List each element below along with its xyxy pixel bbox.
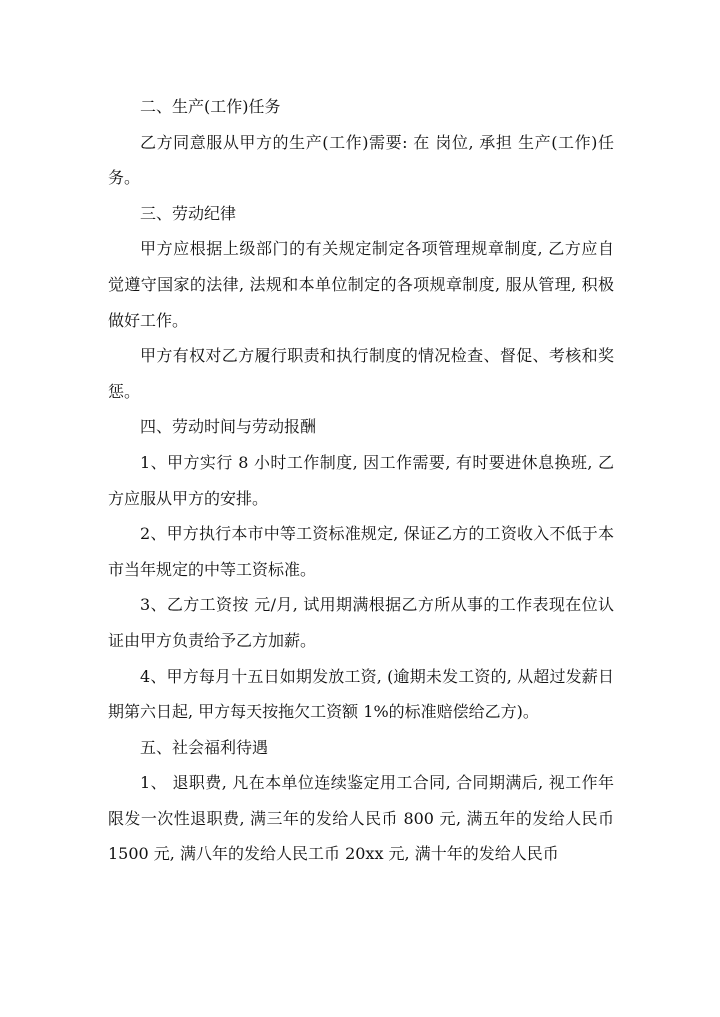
section-heading-social-welfare: 五、社会福利待遇 [140,737,269,757]
paragraph-supervision-right: 甲方有权对乙方履行职责和执行制度的情况检查、督促、考核和奖惩。 [108,346,614,401]
list-item-pay-date: 4、甲方每月十五日如期发放工资, (逾期未发工资的, 从超过发薪日期第六日起, 甲方每天按拖欠工资额 1%的标准赔偿给乙方)。 [108,666,614,722]
paragraph-production-obligation: 乙方同意服从甲方的生产(工作)需要: 在 岗位, 承担 生产(工作)任务。 [108,132,614,188]
list-item-severance-pay: 1、 退职费, 凡在本单位连续鉴定用工合同, 合同期满后, 视工作年限发一次性退职费, 满三年的发给人民币 800 元, 满五年的发给人民币 1500 元, 满八年的发给人民工币 20xx 元, 满十年的发给人民币 [108,773,614,864]
list-item-work-hours: 1、甲方实行 8 小时工作制度, 因工作需要, 有时要进休息换班, 乙方应服从甲方的安排。 [108,452,614,508]
section-heading-production-tasks: 二、生产(工作)任务 [140,97,281,116]
section-heading-working-hours-pay: 四、劳动时间与劳动报酬 [140,417,317,437]
paragraph-rules-compliance: 甲方应根据上级部门的有关规定制定各项管理规章制度, 乙方应自觉遵守国家的法律, 法规和本单位制定的各项规章制度, 服从管理, 积极做好工作。 [108,239,614,330]
list-item-monthly-wage: 3、乙方工资按 元/月, 试用期满根据乙方所从事的工作表现在位认证由甲方负责给予乙方加薪。 [108,595,614,650]
list-item-wage-standard: 2、甲方执行本市中等工资标准规定, 保证乙方的工资收入不低于本市当年规定的中等工资标准。 [108,524,614,579]
section-heading-labor-discipline: 三、劳动纪律 [140,203,237,223]
document-body [108,89,614,872]
